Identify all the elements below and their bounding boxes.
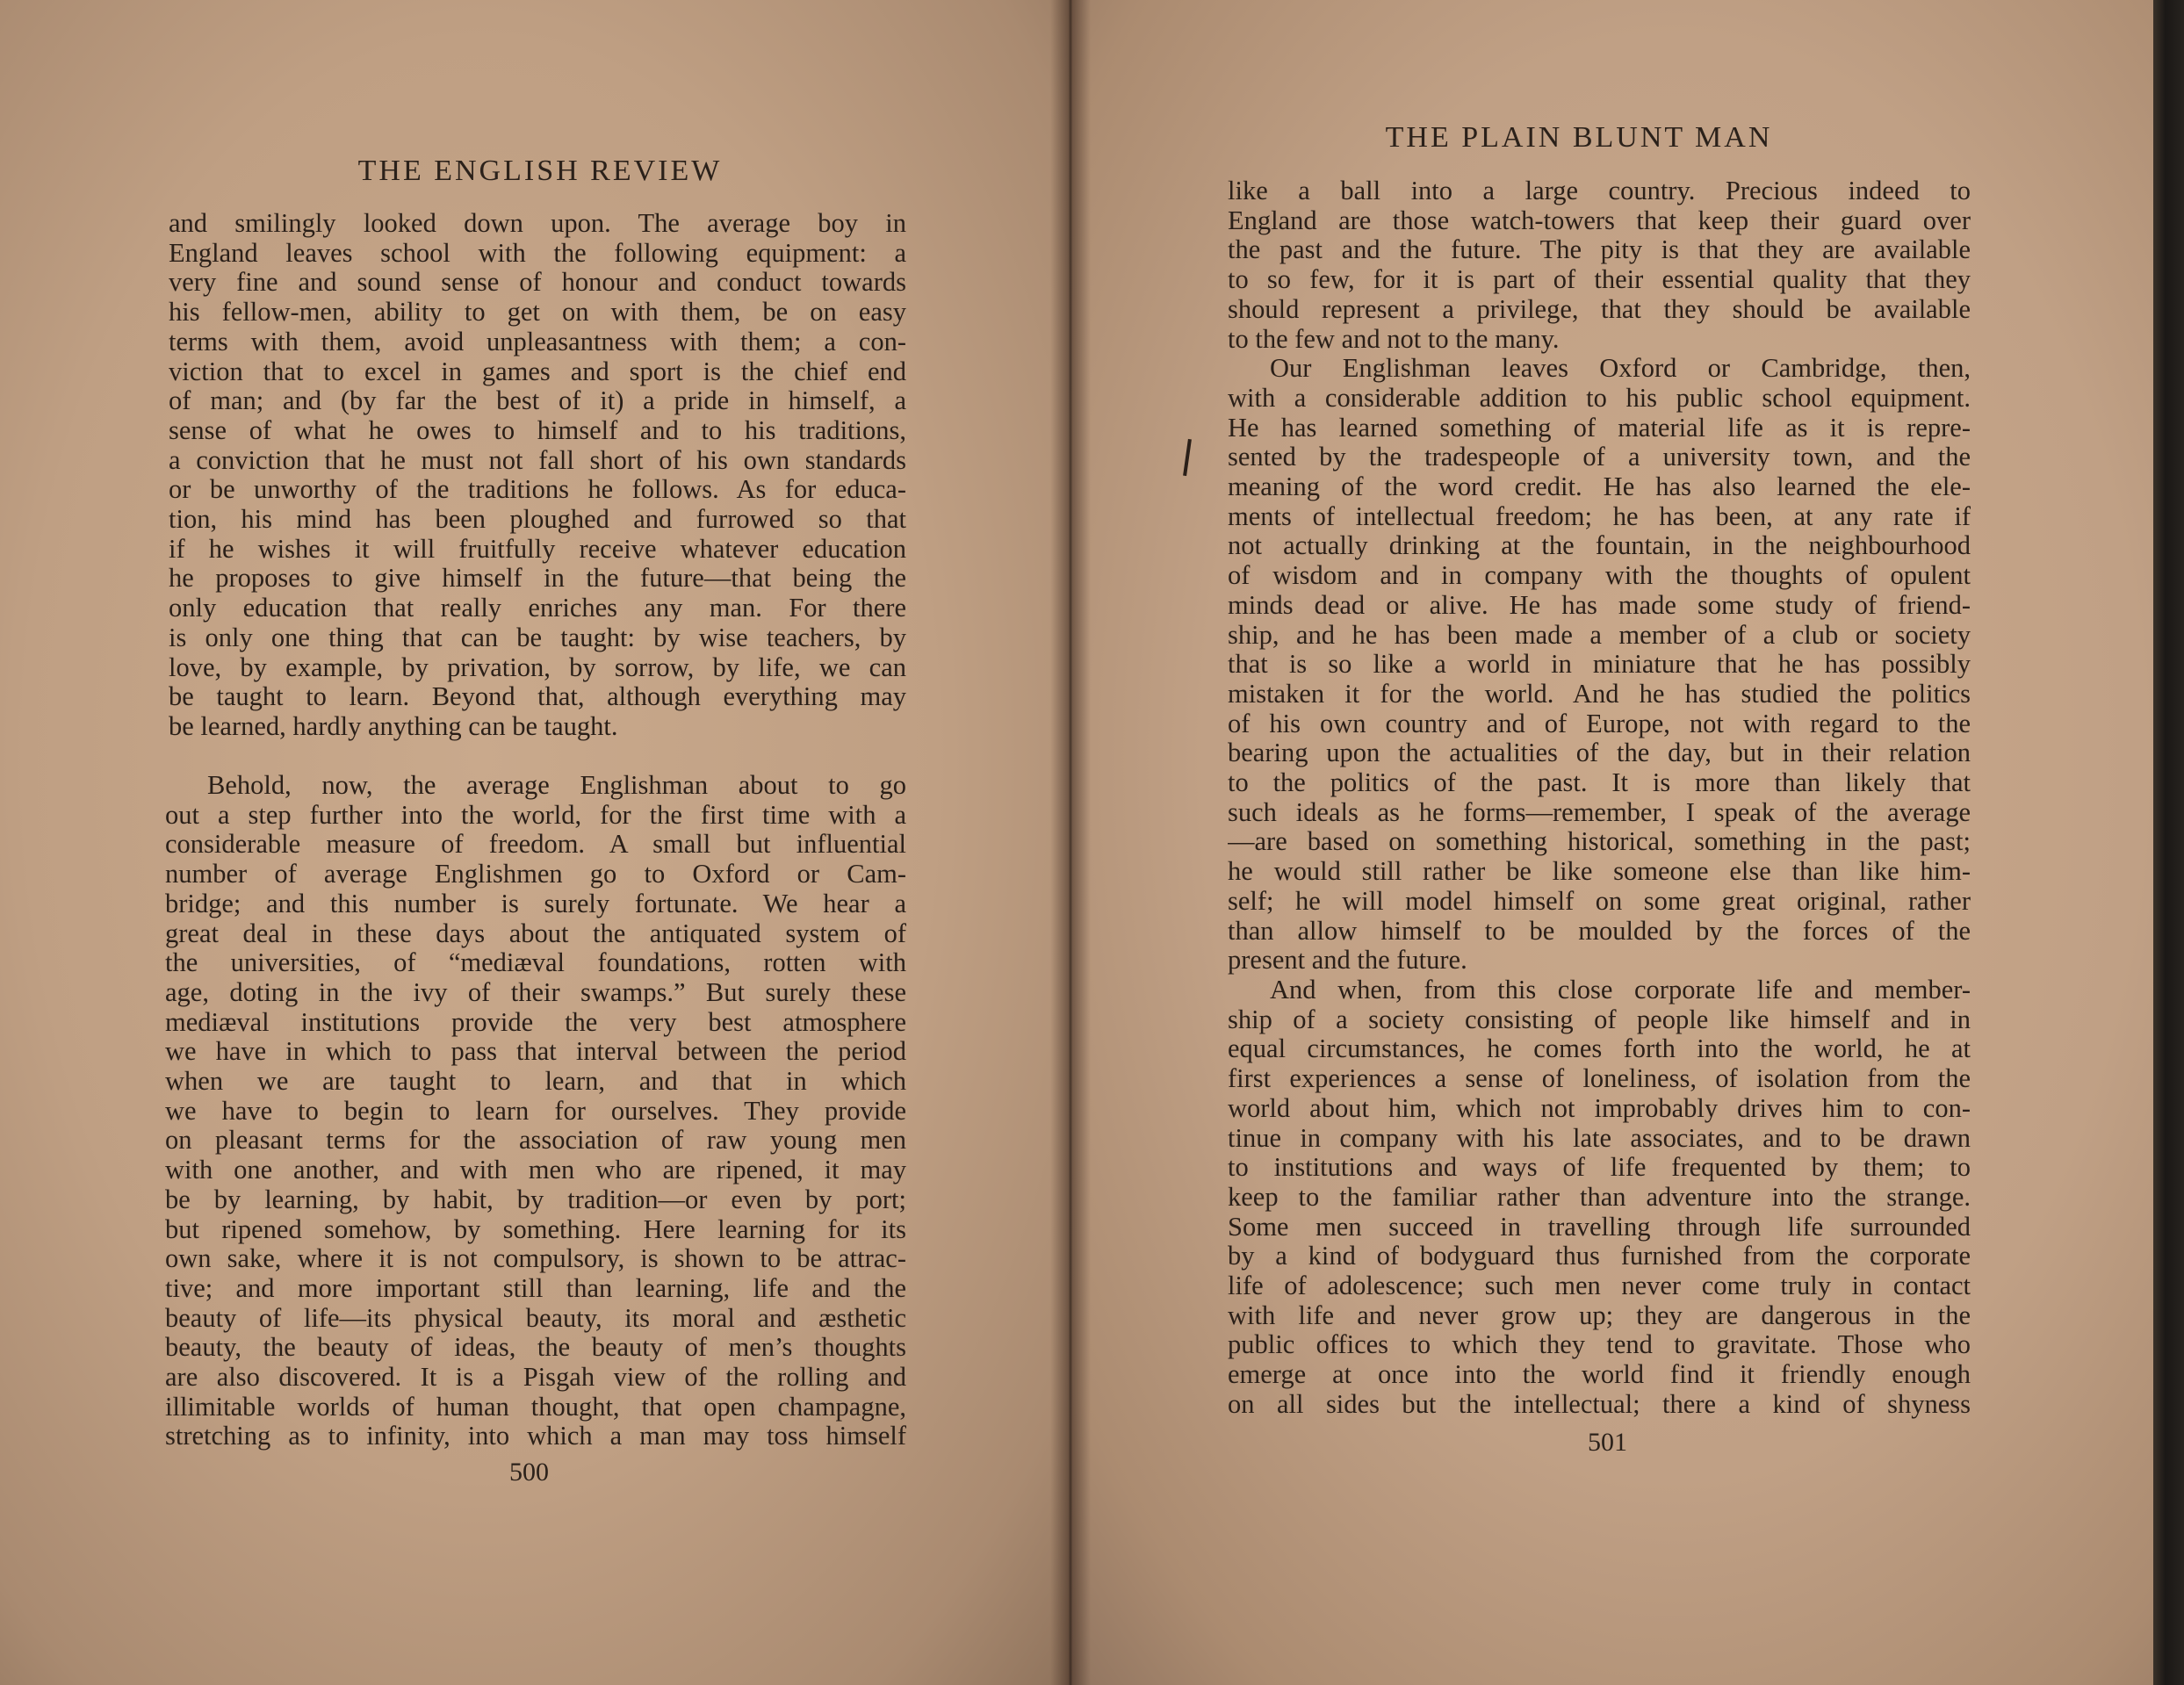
text-line: to the few and not to the many. — [1228, 324, 1560, 354]
text-line: beauty, the beauty of ideas, the beauty of men’s thoughts — [165, 1333, 906, 1363]
text-line: to so few, for it is part of their essential quality that they — [1228, 265, 1971, 295]
right-page-number: 501 — [1588, 1428, 1627, 1457]
text-line: meaning of the word credit. He has also learned the ele- — [1228, 472, 1971, 502]
book-gutter — [1050, 0, 1091, 1685]
text-line: tinue in company with his late associates, and to be drawn — [1228, 1123, 1971, 1153]
text-line: great deal in these days about the antiquated system of — [165, 918, 906, 948]
book-cover-edge — [2153, 0, 2184, 1685]
left-running-head: THE ENGLISH REVIEW — [357, 155, 723, 187]
text-line: of his own country and of Europe, not with regard to the — [1228, 709, 1971, 738]
text-line: And when, from this close corporate life and member- — [1270, 975, 1971, 1005]
text-line: ship of a society consisting of people like himself and in — [1228, 1005, 1971, 1034]
text-line: love, by example, by privation, by sorrow, by life, we can — [169, 652, 906, 682]
text-line: we have in which to pass that interval between the period — [165, 1037, 906, 1067]
text-line: present and the future. — [1228, 946, 1467, 976]
text-line: to the politics of the past. It is more than likely that — [1228, 768, 1971, 798]
text-line: are also discovered. It is a Pisgah view of the rolling and — [165, 1363, 906, 1393]
text-line: considerable measure of freedom. A small but influential — [165, 830, 906, 860]
text-line: ments of intellectual freedom; he has been, at any rate if — [1228, 501, 1971, 531]
text-line: on all sides but the intellectual; there a kind of shyness — [1228, 1389, 1971, 1419]
text-line: but ripened somehow, by something. Here learning for its — [165, 1214, 906, 1244]
text-line: by a kind of bodyguard thus furnished from the corporate — [1228, 1242, 1971, 1271]
left-page — [0, 0, 1070, 1685]
text-line: of man; and (by far the best of it) a pride in himself, a — [169, 386, 906, 416]
text-line: we have to begin to learn for ourselves. They provide — [165, 1096, 906, 1126]
text-line: and smilingly looked down upon. The average boy in — [169, 209, 906, 238]
text-line: that is so like a world in miniature that he has possibly — [1228, 650, 1971, 680]
text-line: he proposes to give himself in the future—that being the — [169, 564, 906, 594]
text-line: bridge; and this number is surely fortunate. We hear a — [165, 889, 906, 918]
text-line: if he wishes it will fruitfully receive whatever education — [169, 534, 906, 564]
text-line: Our Englishman leaves Oxford or Cambridge, then, — [1270, 354, 1971, 384]
right-page — [1070, 0, 2167, 1685]
text-line: number of average Englishmen go to Oxford or Cam- — [165, 860, 906, 889]
text-line: age, doting in the ivy of their swamps.” But surely these — [165, 977, 906, 1007]
text-line: be by learning, by habit, by tradition—or even by port; — [165, 1185, 906, 1214]
text-line: a conviction that he must not fall short of his own standards — [169, 445, 906, 475]
text-line: should represent a privilege, that they should be available — [1228, 294, 1971, 324]
text-line: minds dead or alive. He has made some study of friend- — [1228, 590, 1971, 620]
text-line: beauty of life—its physical beauty, its moral and æsthetic — [165, 1303, 906, 1333]
text-line: self; he will model himself on some great original, rather — [1228, 886, 1971, 916]
text-line: life of adolescence; such men never come truly in contact — [1228, 1271, 1971, 1301]
text-line: not actually drinking at the fountain, in the neighbourhood — [1228, 531, 1971, 561]
text-line: public offices to which they tend to gravitate. Those who — [1228, 1330, 1971, 1360]
text-line: only education that really enriches any man. For there — [169, 594, 906, 623]
text-line: mistaken it for the world. And he has studied the politics — [1228, 679, 1971, 709]
text-line: —are based on something historical, something in the past; — [1228, 827, 1971, 857]
text-line: Some men succeed in travelling through life surrounded — [1228, 1212, 1971, 1242]
text-line: tive; and more important still than learning, life and the — [165, 1273, 906, 1303]
text-line: viction that to excel in games and sport is the chief end — [169, 356, 906, 386]
text-line: of wisdom and in company with the thoughts of opulent — [1228, 561, 1971, 591]
text-line: first experiences a sense of loneliness, of isolation from the — [1228, 1064, 1971, 1094]
text-line: he would still rather be like someone else than like him- — [1228, 857, 1971, 887]
text-line: tion, his mind has been ploughed and furrowed so that — [169, 505, 906, 535]
text-line: like a ball into a large country. Precious indeed to — [1228, 176, 1971, 205]
left-paragraph-1 — [169, 209, 906, 742]
text-line: his fellow-men, ability to get on with them, be on easy — [169, 298, 906, 328]
text-line: with one another, and with men who are ripened, it may — [165, 1156, 906, 1185]
text-line: be learned, hardly anything can be taught. — [169, 711, 618, 741]
text-line: such ideals as he forms—remember, I speak of the average — [1228, 797, 1971, 827]
left-page-number: 500 — [509, 1458, 549, 1487]
text-line: than allow himself to be moulded by the forces of the — [1228, 916, 1971, 946]
text-line: equal circumstances, he comes forth into the world, he at — [1228, 1034, 1971, 1064]
text-line: with life and never grow up; they are dangerous in the — [1228, 1300, 1971, 1330]
text-line: when we are taught to learn, and that in which — [165, 1067, 906, 1097]
pencil-mark — [1183, 439, 1192, 476]
text-line: England leaves school with the following equipment: a — [169, 238, 906, 268]
text-line: mediæval institutions provide the very best atmosphere — [165, 1007, 906, 1037]
left-paragraph-2 — [165, 771, 906, 1451]
text-line: the past and the future. The pity is that they are available — [1228, 235, 1971, 265]
text-line: sense of what he owes to himself and to his traditions, — [169, 415, 906, 445]
text-line: to institutions and ways of life frequented by them; to — [1228, 1153, 1971, 1183]
text-line: sented by the tradespeople of a university town, and the — [1228, 443, 1971, 472]
text-line: world about him, which not improbably drives him to con- — [1228, 1093, 1971, 1123]
text-line: stretching as to infinity, into which a man may toss himself — [165, 1422, 906, 1451]
text-line: on pleasant terms for the association of raw young men — [165, 1126, 906, 1156]
text-line: Behold, now, the average Englishman about to go — [207, 771, 906, 800]
text-line: terms with them, avoid unpleasantness with them; a con- — [169, 327, 906, 356]
right-running-head: THE PLAIN BLUNT MAN — [1385, 121, 1773, 154]
text-line: be taught to learn. Beyond that, although everything may — [169, 682, 906, 712]
text-line: emerge at once into the world find it friendly enough — [1228, 1360, 1971, 1390]
text-line: keep to the familiar rather than adventure into the strange. — [1228, 1182, 1971, 1212]
text-line: out a step further into the world, for the first time with a — [165, 800, 906, 830]
text-line: with a considerable addition to his public school equipment. — [1228, 383, 1971, 413]
text-line: is only one thing that can be taught: by wise teachers, by — [169, 623, 906, 652]
right-body-text — [1228, 176, 1971, 1420]
text-line: very fine and sound sense of honour and conduct towards — [169, 268, 906, 298]
text-line: own sake, where it is not compulsory, is shown to be attrac- — [165, 1244, 906, 1274]
text-line: the universities, of “mediæval foundations, rotten with — [165, 948, 906, 978]
text-line: ship, and he has been made a member of a club or society — [1228, 620, 1971, 650]
text-line: or be unworthy of the traditions he follows. As for educa- — [169, 475, 906, 505]
text-line: bearing upon the actualities of the day, but in their relation — [1228, 738, 1971, 768]
text-line: England are those watch-towers that keep their guard over — [1228, 205, 1971, 235]
text-line: He has learned something of material life as it is repre- — [1228, 413, 1971, 443]
text-line: illimitable worlds of human thought, that open champagne, — [165, 1392, 906, 1422]
